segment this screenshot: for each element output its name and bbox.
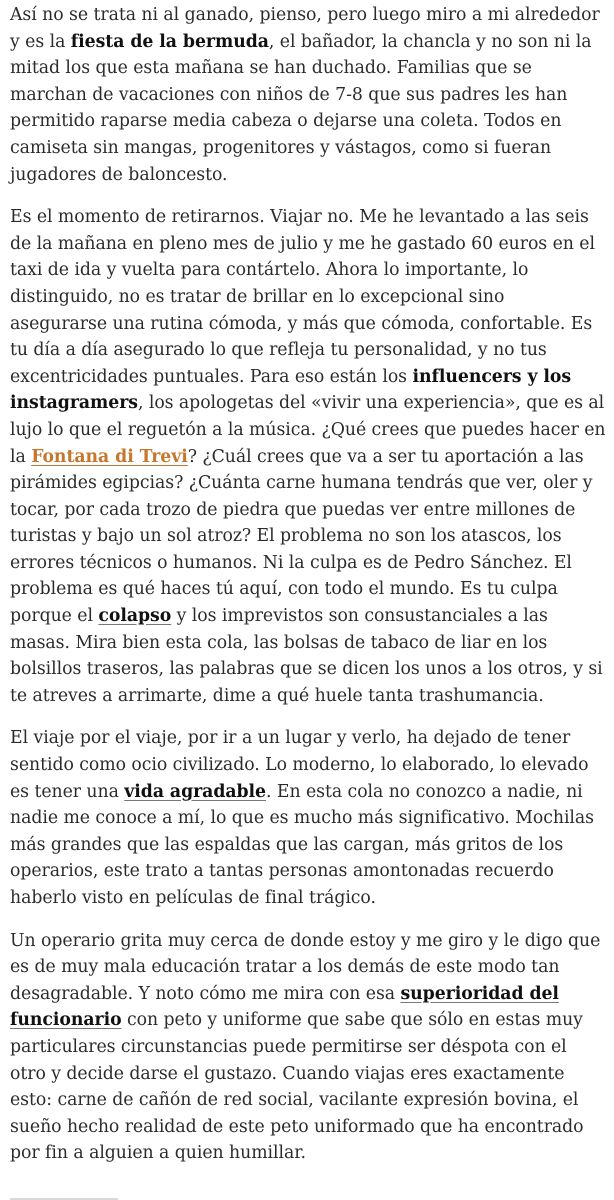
article-paragraph-3 — [10, 725, 606, 911]
highlight-superioridad-del-funcionario: superioridad del funcionario — [10, 983, 559, 1031]
highlight-influencers: influencers y los instagramers — [10, 366, 572, 414]
highlight-fiesta-de-la-bermuda: fiesta de la bermuda — [70, 31, 269, 52]
highlight-vida-agradable: vida agradable — [124, 781, 266, 802]
paragraph-text: y los imprevistos son consustanciales a las masas. Mira bien esta cola, las bolsas de tabaco de liar en los bolsillos traseros, las palabras que se dicen los unos a los otros, y si te atreves a arrimarte, dime a qué huele tanta trashumancia. — [10, 606, 603, 706]
article-paragraph-2 — [10, 204, 606, 709]
paragraph-text: ? ¿Cuál crees que va a ser tu aportación a las pirámides egipcias? ¿Cuánta carne humana tendrás que ver, oler y tocar, por cada trozo de piedra que puedas ver entre millones de turistas y bajo un sol atroz? El problema no son los atascos, los errores técnicos o humanos. Ni la culpa es de Pedro Sánchez. El problema es qué haces tú aquí, con todo el mundo. Es tu culpa porque el — [10, 446, 593, 627]
paragraph-text: . En esta cola no conozco a nadie, ni nadie me conoce a mí, lo que es mucho más significativo. Mochilas más grandes que las espaldas que las cargan, más gritos de los operarios, este trato a tantas personas amontonadas recuerdo haberlo visto en películas de final trágico. — [10, 781, 594, 908]
article-paragraph-1 — [10, 2, 606, 188]
paragraph-text: Así no se trata ni al ganado, pienso, pero luego miro a mi alrededor y es la — [10, 5, 600, 52]
fontana-di-trevi-link[interactable]: Fontana di Trevi — [31, 446, 188, 467]
paragraph-text: , los apologetas del «vivir una experiencia», que es al lujo lo que el reguetón a la música. ¿Qué crees que puedes hacer en la — [10, 393, 606, 467]
highlight-colapso: colapso — [98, 606, 172, 627]
paragraph-text: con peto y uniforme que sabe que sólo en estas muy particulares circunstancias puede permitirse ser déspota con el otro y decide darse el gustazo. Cuando viajas eres exactamente esto: carne de cañón de red social, vacilante expresión bovina, el sueño hecho realidad de este peto uniformado que ha encontrado por fin a alguien a quien humillar. — [10, 1010, 584, 1164]
paragraph-text: Es el momento de retirarnos. Viajar no. Me he levantado a las seis de la mañana en pleno mes de julio y me he gastado 60 euros en el taxi de ida y vuelta para contártelo. Ahora lo importante, lo distinguido, no es tratar de brillar en lo excepcional sino asegurarse una rutina cómoda, y más que cómoda, confortable. Es tu día a día asegurado lo que refleja tu personalidad, y no tus excentricidades puntuales. Para eso están los — [10, 207, 595, 387]
paragraph-text: El viaje por el viaje, por ir a un lugar y verlo, ha dejado de tener sentido como ocio civilizado. Lo moderno, lo elaborado, lo elevado es tener una — [10, 728, 589, 802]
article-paragraph-4 — [10, 928, 606, 1167]
paragraph-text: Un operario grita muy cerca de donde estoy y me giro y le digo que es de muy mala educación tratar a los demás de este modo tan desagradable. Y noto cómo me mira con esa — [10, 930, 601, 1004]
paragraph-text: , el bañador, la chancla y no son ni la mitad los que esta mañana se han duchado. Familias que se marchan de vacaciones con niños de 7-8 que sus padres les han permitido raparse media cabeza o dejarse una coleta. Todos en camiseta sin mangas, progenitores y vástagos, como si fueran jugadores de baloncesto. — [10, 31, 592, 185]
